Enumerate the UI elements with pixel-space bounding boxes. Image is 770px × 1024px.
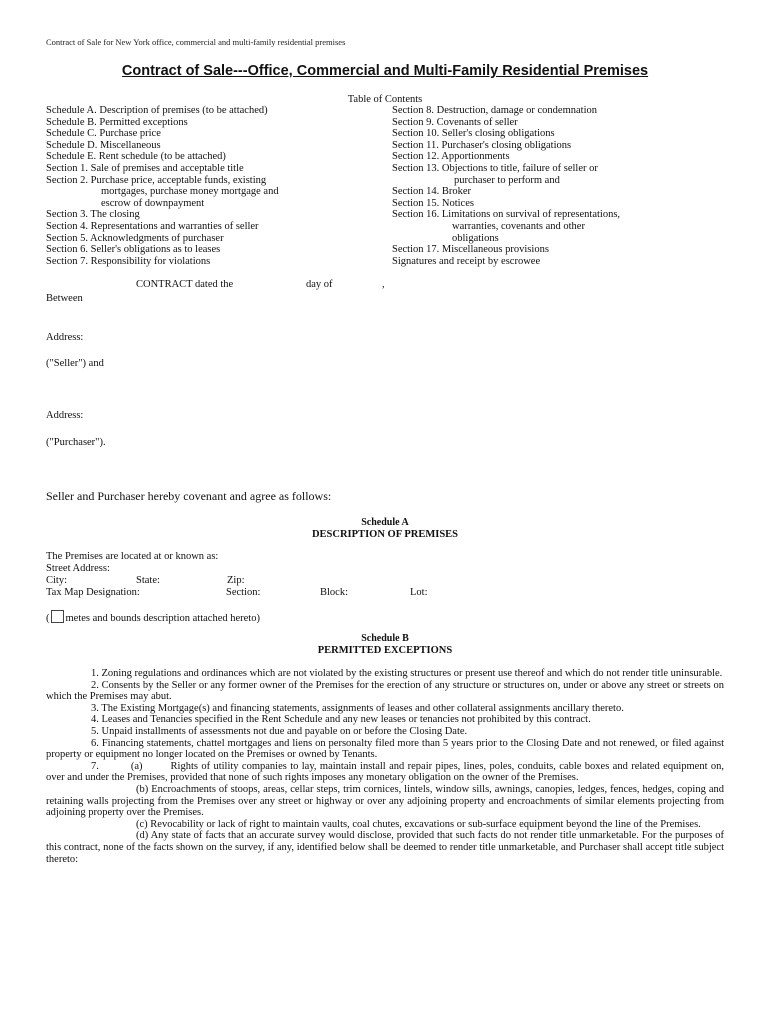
metes-bounds-checkbox[interactable] [51,610,64,623]
toc-item: Section 5. Acknowledgments of purchaser [46,232,224,244]
covenant-statement: Seller and Purchaser hereby covenant and agree as follows: [46,489,332,503]
toc-item-continuation: mortgages, purchase money mortgage and [101,186,279,198]
zip-label: Zip: [227,575,245,586]
exception-paragraph: 4. Leases and Tenancies specified in the Rent Schedule and any new leases or tenancies not prohibited by this contract. [91,714,591,726]
toc-item-continuation: warranties, covenants and other [452,220,585,232]
contract-comma: , [382,279,385,290]
schedule-b-subtitle: PERMITTED EXCEPTIONS [317,644,453,656]
toc-item: Section 11. Purchaser's closing obligations [392,139,572,151]
toc-item: Section 7. Responsibility for violations [46,255,211,267]
street-address-label: Street Address: [46,563,110,574]
toc-item-continuation: purchaser to perform and [454,174,560,186]
toc-item: Section 14. Broker [392,186,472,198]
toc-item: Signatures and receipt by escrowee [392,255,541,267]
exception-7a-text: Rights of utility companies to lay, maintain install and repair pipes, lines, poles, conduits, cable boxes and related equipment on, over and under the Premises, provided that none of such rights imposes any monetary obligation on the owner of the Premises. [46,760,724,784]
document-title: Contract of Sale---Office, Commercial and Multi-Family Residential Premises [121,63,649,79]
metes-bounds-label: metes and bounds description attached hereto) [65,613,260,624]
schedule-a-heading [0,517,770,540]
toc-right-column [392,105,732,267]
toc-item: Section 9. Covenants of seller [392,116,518,128]
toc-item: Schedule D. Miscellaneous [46,139,161,151]
exception-paragraph: 5. Unpaid installments of assessments not due and payable on or before the Closing Date. [91,725,468,737]
toc-item: Schedule E. Rent schedule (to be attached) [46,151,226,163]
toc-item-continuation: obligations [452,232,499,244]
lot-label: Lot: [410,587,428,598]
section-label: Section: [226,587,261,598]
toc-item: Section 12. Apportionments [392,151,510,163]
exception-7a-marker: (a) [130,760,143,772]
seller-address-label: Address: [46,332,84,343]
purchaser-address-label: Address: [46,410,84,421]
permitted-exceptions-list [46,668,724,865]
purchaser-label: ("Purchaser"). [46,437,106,448]
exception-paragraph-7a [46,761,724,784]
exception-paragraph: (b) Encroachments of stoops, areas, cellar steps, trim cornices, lintels, window sills, awnings, canopies, ledges, fences, hedges, coping and retaining walls projecting from the Premises over any street or highway or over any adjoining property and encroachments of similar elements projecting from adjoining property over the Premises. [46,783,724,819]
exception-7-number: 7. [91,760,99,772]
toc-item: Section 1. Sale of premises and acceptable title [46,162,244,174]
toc-title: Table of Contents [347,94,423,105]
paren-open: ( [46,613,50,624]
toc-item: Section 4. Representations and warranties of seller [46,220,259,232]
toc-item-continuation: escrow of downpayment [101,197,205,209]
tax-map-label: Tax Map Designation: [46,587,140,598]
between-label: Between [46,293,83,304]
toc-item: Section 2. Purchase price, acceptable funds, existing [46,174,267,186]
premises-located-label: The Premises are located at or known as: [46,551,219,562]
state-label: State: [136,575,160,586]
page-header: Contract of Sale for New York office, commercial and multi-family residential premises [46,37,346,47]
schedule-b-heading [0,633,770,656]
toc-left-column [46,105,376,267]
toc-item: Section 13. Objections to title, failure of seller or [392,162,598,174]
exception-paragraph: (d) Any state of facts that an accurate survey would disclose, provided that such facts do not render title unmarketable. For the purposes of this contract, none of the facts shown on the survey, if any, identified below shall be deemed to render title unmarketable, and Purchaser shall accept title subject thereto: [46,830,724,865]
toc-item: Schedule C. Purchase price [46,128,161,140]
toc-item: Section 6. Seller's obligations as to leases [46,244,221,256]
contract-dated-label: CONTRACT dated the [136,279,234,290]
toc-item: Section 3. The closing [46,209,140,221]
toc-item: Section 17. Miscellaneous provisions [392,244,549,256]
exception-paragraph: 1. Zoning regulations and ordinances which are not violated by the existing structures or present use thereof and which do not render title uninsurable. [91,668,723,679]
schedule-a-title: Schedule A [361,517,409,528]
schedule-a-subtitle: DESCRIPTION OF PREMISES [311,528,459,540]
toc-item: Section 16. Limitations on survival of representations, [392,209,621,221]
exception-paragraph: (c) Revocability or lack of right to maintain vaults, coal chutes, excavations or sub-surface equipment beyond the line of the Premises. [136,818,701,830]
toc-item: Section 15. Notices [392,197,474,209]
exception-paragraph: 3. The Existing Mortgage(s) and financing statements, assignments of leases and other collateral assignments ancillary thereto. [91,702,624,714]
toc-item: Schedule A. Description of premises (to be attached) [46,105,268,116]
contract-day-of-label: day of [306,279,333,290]
toc-item: Section 10. Seller's closing obligations [392,128,555,140]
block-label: Block: [320,587,348,598]
exception-paragraph: 2. Consents by the Seller or any former owner of the Premises for the erection of any structure or structures on, under or above any street or streets on which the Premises may abut. [46,679,724,703]
exception-paragraph: 6. Financing statements, chattel mortgages and liens on personalty filed more than 5 years prior to the Closing Date and not renewed, or filed against property or equipment no longer located on the Premises or owned by Tenants. [46,737,724,761]
toc-item: Section 8. Destruction, damage or condemnation [392,105,597,116]
metes-bounds-line [46,610,260,624]
toc-item: Schedule B. Permitted exceptions [46,116,188,128]
city-label: City: [46,575,68,586]
schedule-b-title: Schedule B [361,633,409,644]
seller-label: ("Seller") and [46,358,104,369]
